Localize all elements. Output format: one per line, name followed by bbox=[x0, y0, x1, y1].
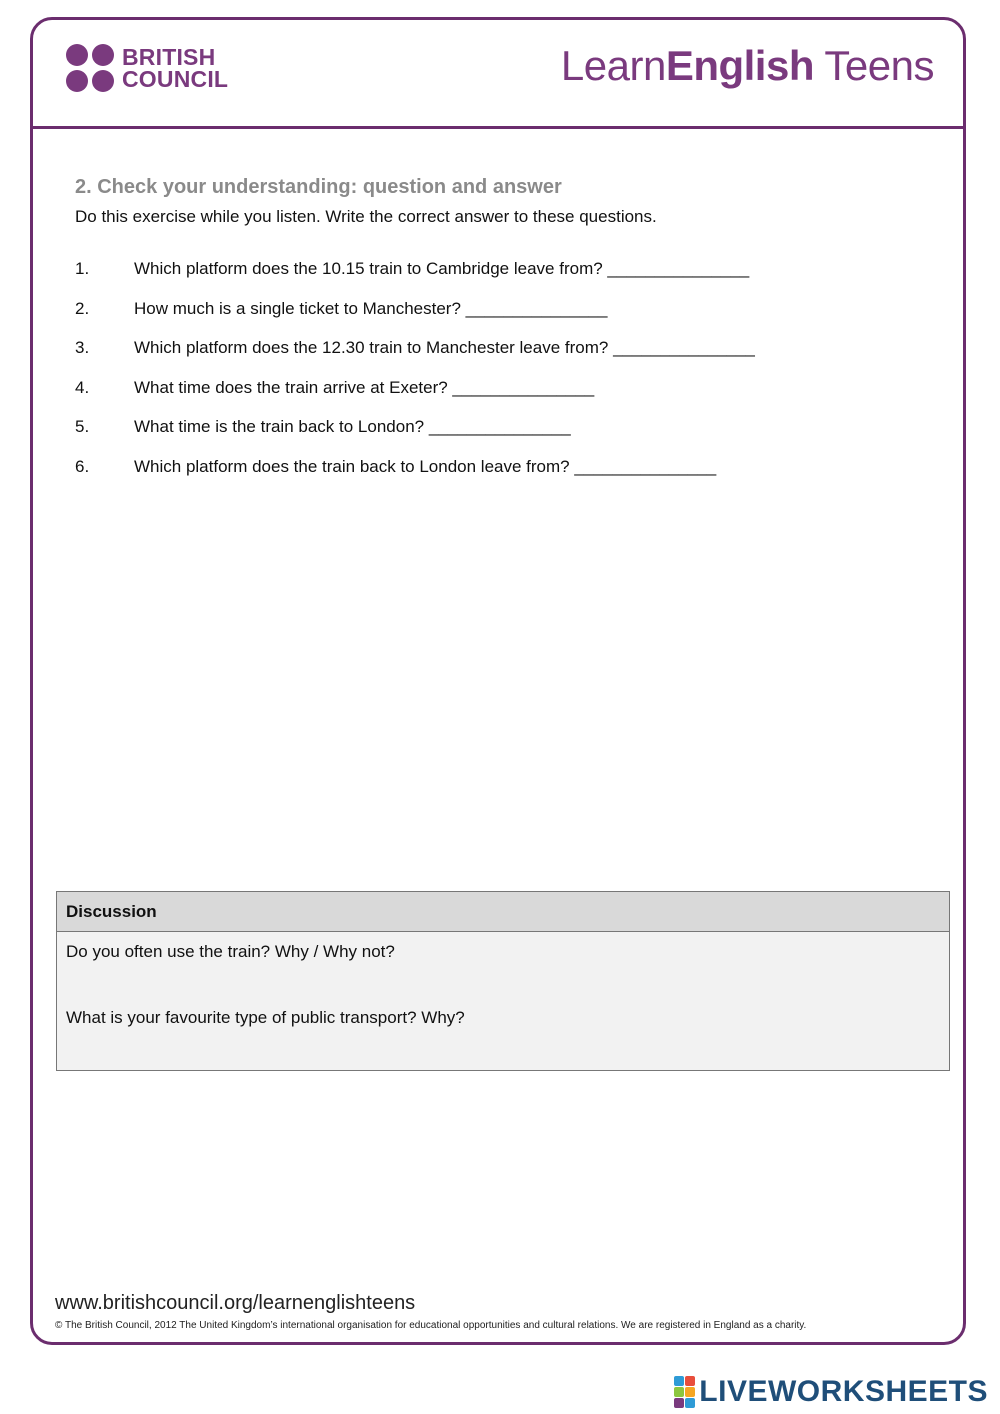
question-text[interactable]: Which platform does the 10.15 train to Cambridge leave from? _______________ bbox=[134, 259, 750, 278]
question-list bbox=[75, 259, 935, 497]
liveworksheets-text: LIVEWORKSHEETS bbox=[699, 1375, 988, 1408]
question-text[interactable]: What time is the train back to London? _______________ bbox=[134, 417, 571, 437]
british-council-dots-icon bbox=[66, 44, 114, 92]
header-divider bbox=[30, 126, 966, 129]
liveworksheets-logo bbox=[674, 1375, 988, 1409]
question-text[interactable]: How much is a single ticket to Manchester? _______________ bbox=[134, 298, 608, 318]
instructions: Do this exercise while you listen. Write the correct answer to these questions. bbox=[75, 207, 657, 226]
question-item bbox=[75, 259, 935, 299]
question-item bbox=[75, 457, 935, 497]
question-item bbox=[75, 299, 935, 339]
discussion-question: Do you often use the train? Why / Why not? bbox=[66, 942, 395, 961]
question-number: 4. bbox=[75, 377, 90, 397]
question-text[interactable]: What time does the train arrive at Exeter? _______________ bbox=[134, 377, 595, 397]
question-number: 1. bbox=[75, 259, 90, 278]
le-logo-learn: Learn bbox=[560, 42, 666, 89]
footer-copyright: © The British Council, 2012 The United Kingdom’s international organisation for educational opportunities and cultural relations. We are registered in England as a charity. bbox=[55, 1320, 807, 1331]
question-item bbox=[75, 417, 935, 457]
le-logo-teens: Teens bbox=[814, 42, 934, 89]
question-item bbox=[75, 338, 935, 378]
discussion-question: What is your favourite type of public transport? Why? bbox=[66, 1008, 465, 1027]
liveworksheets-blocks-icon bbox=[674, 1376, 695, 1408]
question-number: 2. bbox=[75, 298, 90, 318]
bc-logo-line-1: BRITISH bbox=[122, 44, 216, 70]
section-title: 2. Check your understanding: question and answer bbox=[75, 176, 562, 198]
question-number: 5. bbox=[75, 417, 90, 437]
discussion-box bbox=[56, 891, 950, 1071]
british-council-logo bbox=[66, 44, 228, 92]
discussion-heading: Discussion bbox=[57, 892, 949, 932]
bc-logo-line-2: COUNCIL bbox=[122, 66, 229, 92]
learnenglish-teens-logo bbox=[561, 42, 934, 90]
le-logo-english: English bbox=[665, 42, 814, 89]
question-number: 3. bbox=[75, 338, 90, 358]
footer-url[interactable]: www.britishcouncil.org/learnenglishteens bbox=[55, 1292, 416, 1314]
question-item bbox=[75, 378, 935, 418]
question-number: 6. bbox=[75, 456, 90, 476]
question-text[interactable]: Which platform does the 12.30 train to Manchester leave from? _______________ bbox=[134, 338, 755, 358]
question-text[interactable]: Which platform does the train back to London leave from? _______________ bbox=[134, 456, 717, 476]
